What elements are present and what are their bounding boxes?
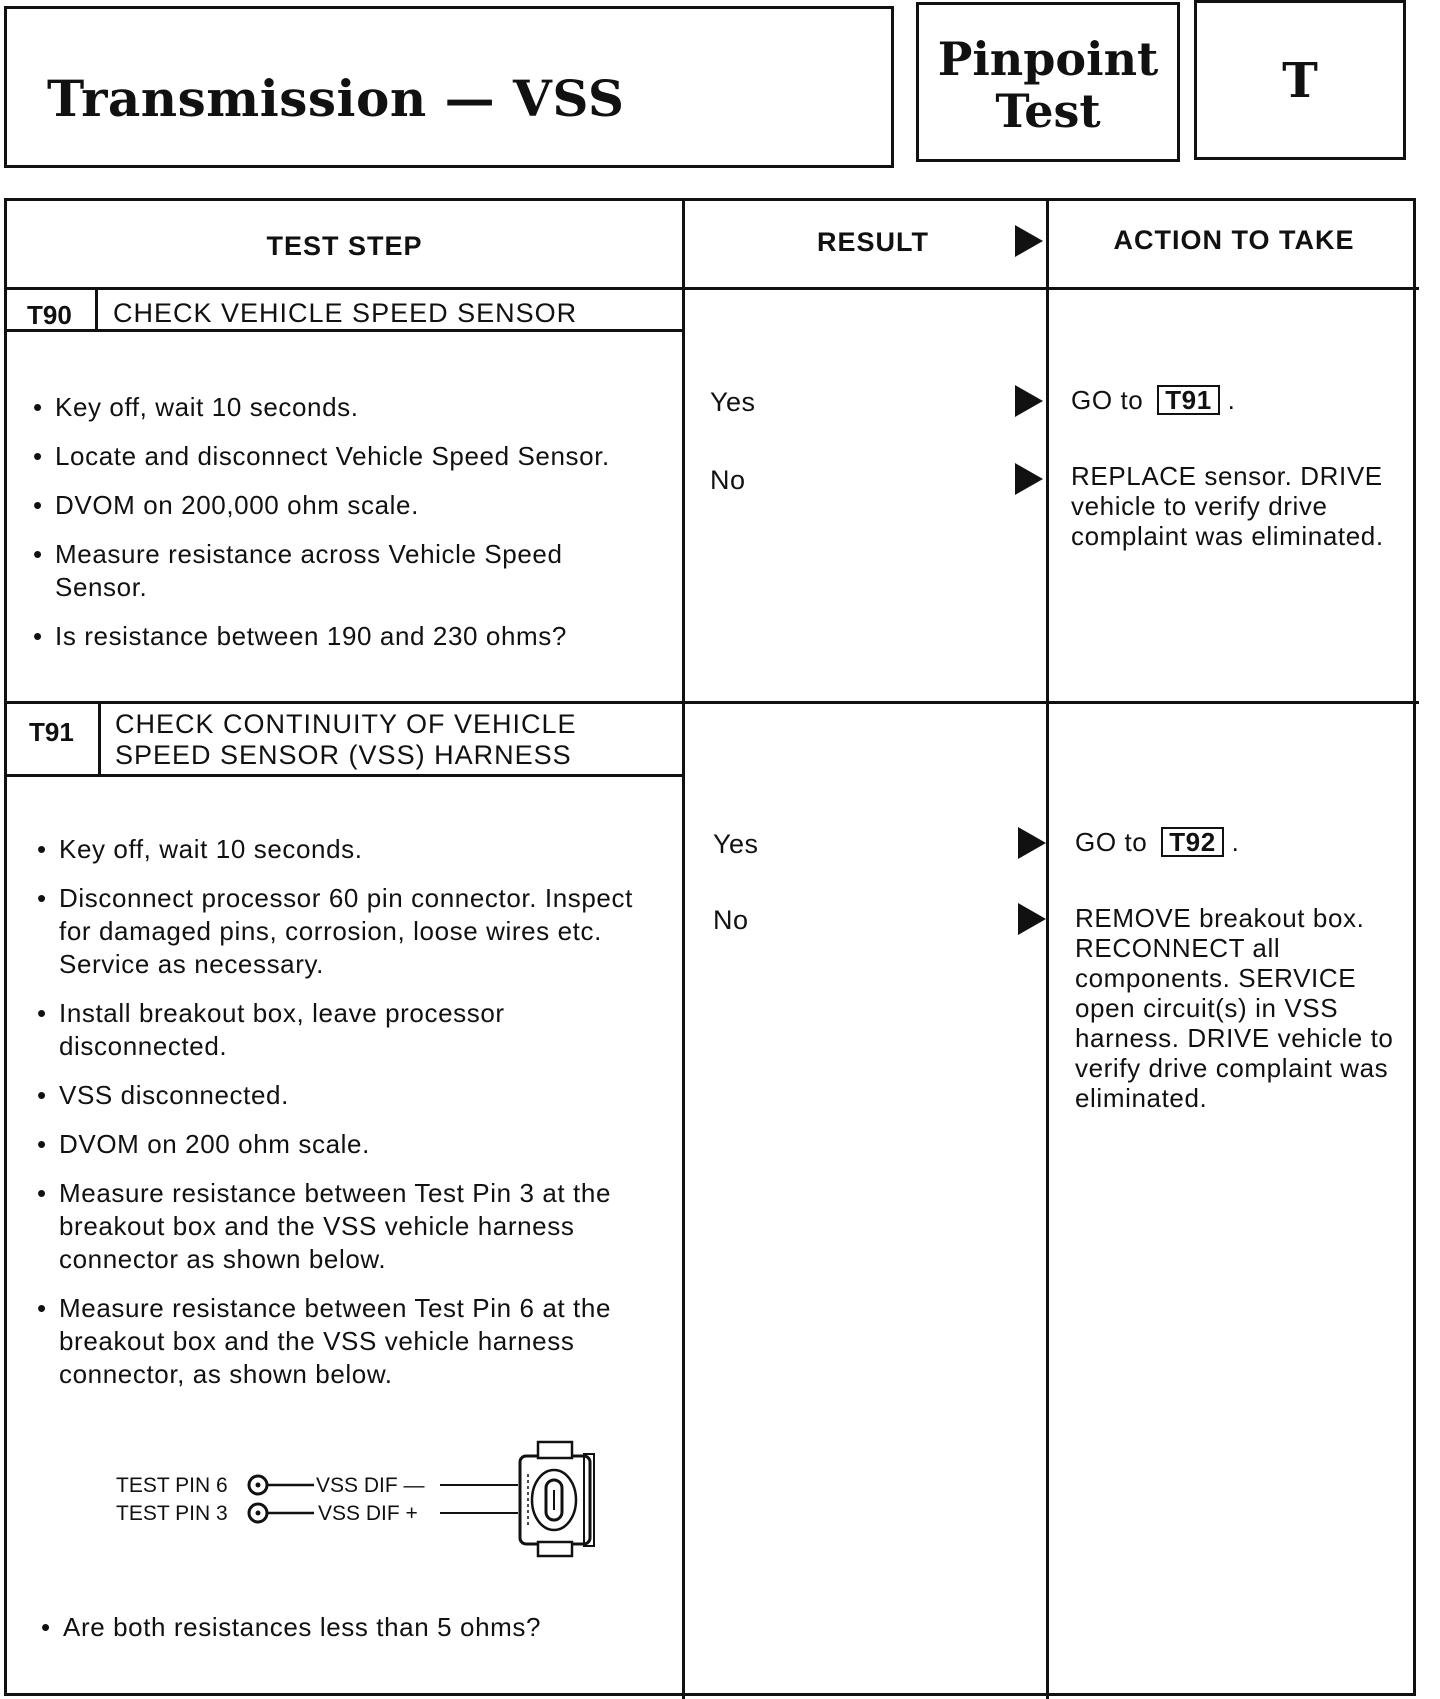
step-reference-t91: T91: [1157, 385, 1220, 415]
t90-no-action: REPLACE sensor. DRIVE vehicle to verify drive complaint was eliminated.: [1071, 461, 1384, 551]
list-item: • Measure resistance between Test Pin 6 at the breakout box and the VSS vehicle harness connector, as shown below.: [37, 1292, 629, 1391]
t90-result-yes: Yes: [710, 387, 756, 417]
arrow-icon: [1015, 385, 1043, 417]
step-title-t91: CHECK CONTINUITY OF VEHICLE SPEED SENSOR (VSS) HARNESS: [115, 709, 577, 770]
wire2-label: VSS DIF +: [318, 1502, 418, 1525]
step-reference-t92: T92: [1161, 827, 1224, 857]
step-id-t90: T90: [27, 300, 72, 330]
arrow-icon: [1015, 225, 1043, 257]
column-divider: [682, 201, 685, 1699]
list-item: • Locate and disconnect Vehicle Speed Sensor.: [33, 440, 673, 473]
title-box: [4, 6, 894, 168]
t90-step-list: [33, 391, 673, 669]
t91-no-action: REMOVE breakout box. RECONNECT all components. SERVICE open circuit(s) in VSS harness. DRIVE vehicle to verify drive complaint was eliminated.: [1075, 903, 1394, 1113]
test-letter: T: [1282, 53, 1318, 109]
test-label: Test: [995, 84, 1101, 138]
list-item: • Is resistance between 190 and 230 ohms?: [33, 620, 673, 653]
vss-connector-diagram: [110, 1434, 610, 1564]
list-item: • Key off, wait 10 seconds.: [37, 833, 637, 866]
arrow-icon: [1018, 827, 1046, 859]
list-item: • DVOM on 200,000 ohm scale.: [33, 489, 673, 522]
t91-yes-action: GO to T92 .: [1075, 827, 1240, 857]
list-item: • DVOM on 200 ohm scale.: [37, 1128, 637, 1161]
pinpoint-label: Pinpoint: [937, 32, 1159, 86]
arrow-icon: [1015, 463, 1043, 495]
t91-step-list: [37, 833, 637, 1407]
pinpoint-test-box: [916, 2, 1180, 162]
list-item: • Disconnect processor 60 pin connector. Inspect for damaged pins, corrosion, loose wires etc. Service as necessary.: [37, 882, 637, 981]
test-letter-box: [1194, 0, 1406, 160]
list-item: • Are both resistances less than 5 ohms?: [41, 1611, 641, 1644]
list-item: • VSS disconnected.: [37, 1079, 637, 1112]
list-item: • Measure resistance across Vehicle Speed Sensor.: [33, 538, 615, 604]
t91-final-question: [41, 1611, 641, 1660]
vss-connector-icon: [520, 1442, 594, 1556]
list-item: • Key off, wait 10 seconds.: [33, 391, 673, 424]
wire1-label: VSS DIF —: [316, 1474, 425, 1497]
t91-result-yes: Yes: [713, 829, 759, 859]
step-title-t90: CHECK VEHICLE SPEED SENSOR: [113, 298, 578, 328]
arrow-icon: [1018, 903, 1046, 935]
page-title: Transmission — VSS: [47, 69, 625, 128]
column-header-result: RESULT: [817, 227, 929, 257]
column-divider: [1046, 201, 1049, 1699]
list-item: • Measure resistance between Test Pin 3 at the breakout box and the VSS vehicle harness connector as shown below.: [37, 1177, 629, 1276]
pin3-label: TEST PIN 3: [116, 1502, 228, 1525]
pin6-label: TEST PIN 6: [116, 1474, 228, 1497]
t90-yes-action: GO to T91 .: [1071, 385, 1236, 415]
list-item: • Install breakout box, leave processor disconnected.: [37, 997, 559, 1063]
column-header-test-step: TEST STEP: [266, 231, 423, 261]
t91-result-no: No: [713, 905, 749, 935]
step-id-t91: T91: [29, 717, 74, 747]
t90-result-no: No: [710, 465, 746, 495]
column-header-action: ACTION TO TAKE: [1113, 225, 1355, 255]
